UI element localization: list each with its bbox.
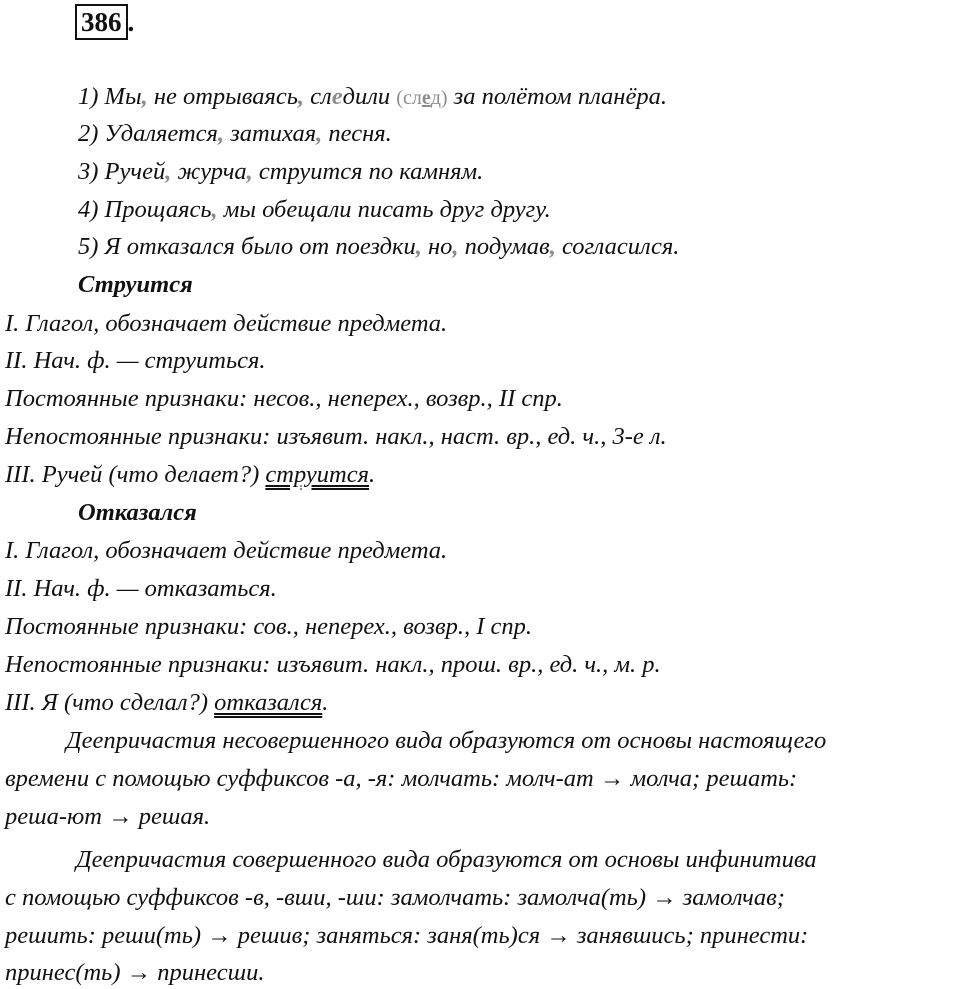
rule-2-line-1: Деепричастия совершенного вида образуются от основы инфинитива [76, 846, 817, 873]
analysis-2-line-2: II. Нач. ф. — отказаться. [5, 575, 277, 602]
analysis-2-line-4: Непостоянные признаки: изъявит. накл., прош. вр., ед. ч., м. р. [5, 651, 661, 678]
rule-2-line-2: с помощью суффиксов -в, -вши, -ши: замолчать: замолча(ть) → замолчав; [5, 884, 785, 911]
analysis-2-line-3: Постоянные признаки: сов., неперех., возвр., I спр. [5, 613, 533, 640]
rule-1-line-2: времени с помощью суффиксов -а, -я: молчать: молч-ат → молча; решать: [5, 765, 798, 792]
inserted-comma: , [549, 233, 556, 260]
sentence-2: 2) Удаляется, затихая, песня. [78, 120, 392, 147]
analysis-2-line-5: III. Я (что сделал?) отказался. [5, 689, 329, 716]
rule-2-line-4: принес(ть) → принесши. [5, 959, 265, 986]
check-word: (след) [396, 87, 448, 109]
analysis-1-line-1: I. Глагол, обозначает действие предмета. [5, 310, 448, 337]
inserted-comma: , [297, 83, 305, 110]
predicate-underlined: струится [265, 461, 369, 488]
sentence-3: 3) Ручей, журча, струится по камням. [78, 158, 484, 185]
analysis-2-line-1: I. Глагол, обозначает действие предмета. [5, 537, 448, 564]
analysis-1-heading: Струится [78, 271, 193, 298]
sentence-5: 5) Я отказался было от поездки, но, подумав, согласился. [78, 233, 680, 260]
inserted-comma: , [141, 83, 148, 110]
inserted-comma: , [452, 233, 459, 260]
inserted-comma: , [316, 120, 323, 147]
inserted-comma: , [211, 196, 218, 223]
analysis-1-line-2: II. Нач. ф. — струиться. [5, 347, 266, 374]
exercise-number-box: 386 [75, 4, 128, 40]
sentence-4: 4) Прощаясь, мы обещали писать друг другу. [78, 196, 551, 223]
predicate-underlined: отказался [214, 689, 323, 716]
inserted-comma: , [246, 158, 253, 185]
sentence-1: 1) Мы, не отрываясь, следили (след) за полётом планёра. [78, 83, 667, 110]
vowel-mark: е [331, 83, 343, 110]
analysis-1-line-4: Непостоянные признаки: изъявит. накл., наст. вр., ед. ч., 3-е л. [5, 423, 667, 450]
inserted-comma: , [217, 120, 225, 147]
rule-1-line-3: реша-ют → решая. [5, 803, 211, 830]
inserted-comma: , [415, 233, 422, 260]
analysis-1-line-3: Постоянные признаки: несов., неперех., возвр., II спр. [5, 385, 563, 412]
rule-2-line-3: решить: реши(ть) → решив; заняться: заня(ть)ся → занявшись; принести: [5, 922, 809, 949]
rule-1-line-1: Деепричастия несовершенного вида образуются от основы настоящего [66, 727, 827, 754]
exercise-number-dot: . [127, 7, 135, 37]
exercise-number [75, 4, 134, 40]
analysis-2-heading: Отказался [78, 499, 197, 526]
analysis-1-line-5: III. Ручей (что делает?) струится. [5, 461, 376, 488]
inserted-comma: , [165, 158, 172, 185]
